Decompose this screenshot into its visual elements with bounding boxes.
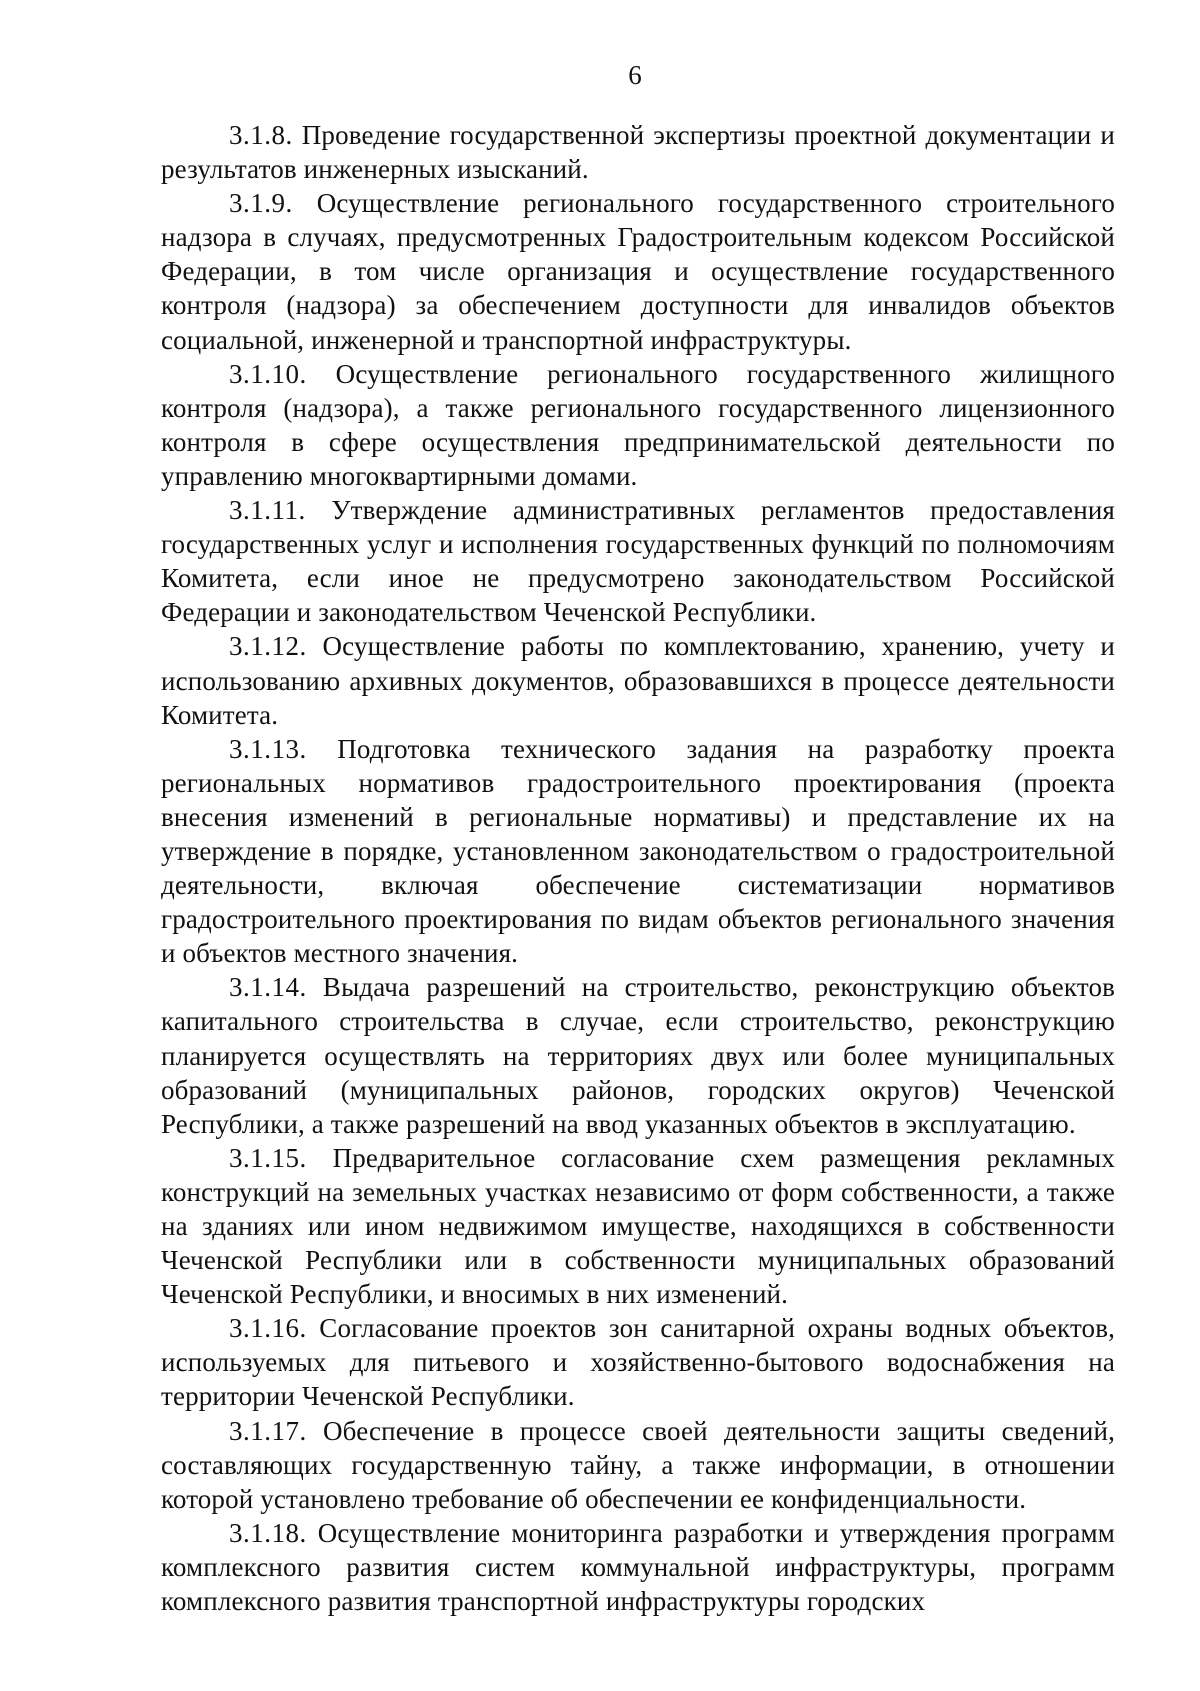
- paragraph-text: Проведение государственной экспертизы проектной документации и результатов инженерных изысканий.: [161, 120, 1116, 185]
- paragraph-number: 3.1.12.: [229, 631, 307, 662]
- page-number: 6: [628, 60, 642, 90]
- paragraph-3-1-16: [161, 1311, 1115, 1413]
- paragraph-number: 3.1.16.: [229, 1313, 307, 1344]
- paragraph-text: Осуществление регионального государственного жилищного контроля (надзора), а также регионального государственного лицензионного контроля в сфере осуществления предпринимательской деятельности по управлению многоквартирными домами.: [161, 358, 1115, 491]
- paragraph-3-1-15: [161, 1141, 1115, 1311]
- paragraph-3-1-10: [161, 357, 1115, 493]
- paragraph-number: 3.1.10.: [229, 358, 307, 389]
- paragraph-3-1-11: [161, 493, 1115, 629]
- paragraph-3-1-13: [161, 732, 1115, 971]
- paragraph-3-1-17: [161, 1414, 1115, 1516]
- paragraph-number: 3.1.13.: [229, 733, 307, 764]
- paragraph-text: Предварительное согласование схем размещения рекламных конструкций на земельных участках независимо от форм собственности, а также на зданиях или ином недвижимом имуществе, находящихся в собственности Чеченской Республики или в собственности муниципальных образований Чеченской Республики, и вносимых в них изменений.: [161, 1142, 1115, 1310]
- paragraph-number: 3.1.11.: [229, 495, 306, 526]
- paragraph-number: 3.1.15.: [229, 1142, 307, 1173]
- paragraph-text: Выдача разрешений на строительство, реконструкцию объектов капитального строительства в случае, если строительство, реконструкцию планируется осуществлять на территориях двух или более муниципальных образований (муниципальных районов, городских округов) Чеченской Республики, а также разрешений на ввод указанных объектов в эксплуатацию.: [161, 972, 1115, 1139]
- paragraph-text: Осуществление регионального государственного строительного надзора в случаях, предусмотренных Градостроительным кодексом Российской Федерации, в том числе организация и осуществление государственного контроля (надзора) за обеспечением доступности для инвалидов объектов социальной, инженерной и транспортной инфраструктуры.: [161, 188, 1115, 355]
- paragraph-number: 3.1.18.: [229, 1517, 307, 1548]
- paragraph-text: Согласование проектов зон санитарной охраны водных объектов, используемых для питьевого и хозяйственно-бытового водоснабжения на территории Чеченской Республики.: [161, 1313, 1115, 1412]
- paragraph-text: Утверждение административных регламентов предоставления государственных услуг и исполнения государственных функций по полномочиям Комитета, если иное не предусмотрено законодательством Российской Федерации и законодательством Чеченской Республики.: [161, 495, 1116, 628]
- paragraph-3-1-12: [161, 629, 1115, 731]
- paragraph-3-1-9: [161, 186, 1115, 356]
- paragraph-number: 3.1.8.: [229, 120, 293, 150]
- paragraph-3-1-8: [161, 118, 1115, 186]
- paragraph-number: 3.1.17.: [229, 1415, 307, 1446]
- paragraph-text: Осуществление мониторинга разработки и утверждения программ комплексного развития систем коммунальной инфраструктуры, программ комплексного развития транспортной инфраструктуры городских: [161, 1517, 1115, 1617]
- paragraph-text: Подготовка технического задания на разработку проекта региональных нормативов градостроительного проектирования (проекта внесения изменений в региональные нормативы) и представление их на утверждение в порядке, установленном законодательством о градостроительной деятельности, включая обеспечение систематизации нормативов градостроительного проектирования по видам объектов регионального значения и объектов местного значения.: [161, 733, 1116, 969]
- document-body: [161, 118, 1115, 1618]
- paragraph-text: Осуществление работы по комплектованию, хранению, учету и использованию архивных документов, образовавшихся в процессе деятельности Комитета.: [161, 631, 1115, 730]
- paragraph-number: 3.1.9.: [229, 188, 293, 219]
- paragraph-number: 3.1.14.: [229, 972, 307, 1003]
- paragraph-3-1-14: [161, 970, 1115, 1140]
- paragraph-3-1-18: [161, 1516, 1115, 1618]
- paragraph-text: Обеспечение в процессе своей деятельности защиты сведений, составляющих государственную тайну, а также информации, в отношении которой установлено требование об обеспечении ее конфиденциальности.: [161, 1415, 1115, 1514]
